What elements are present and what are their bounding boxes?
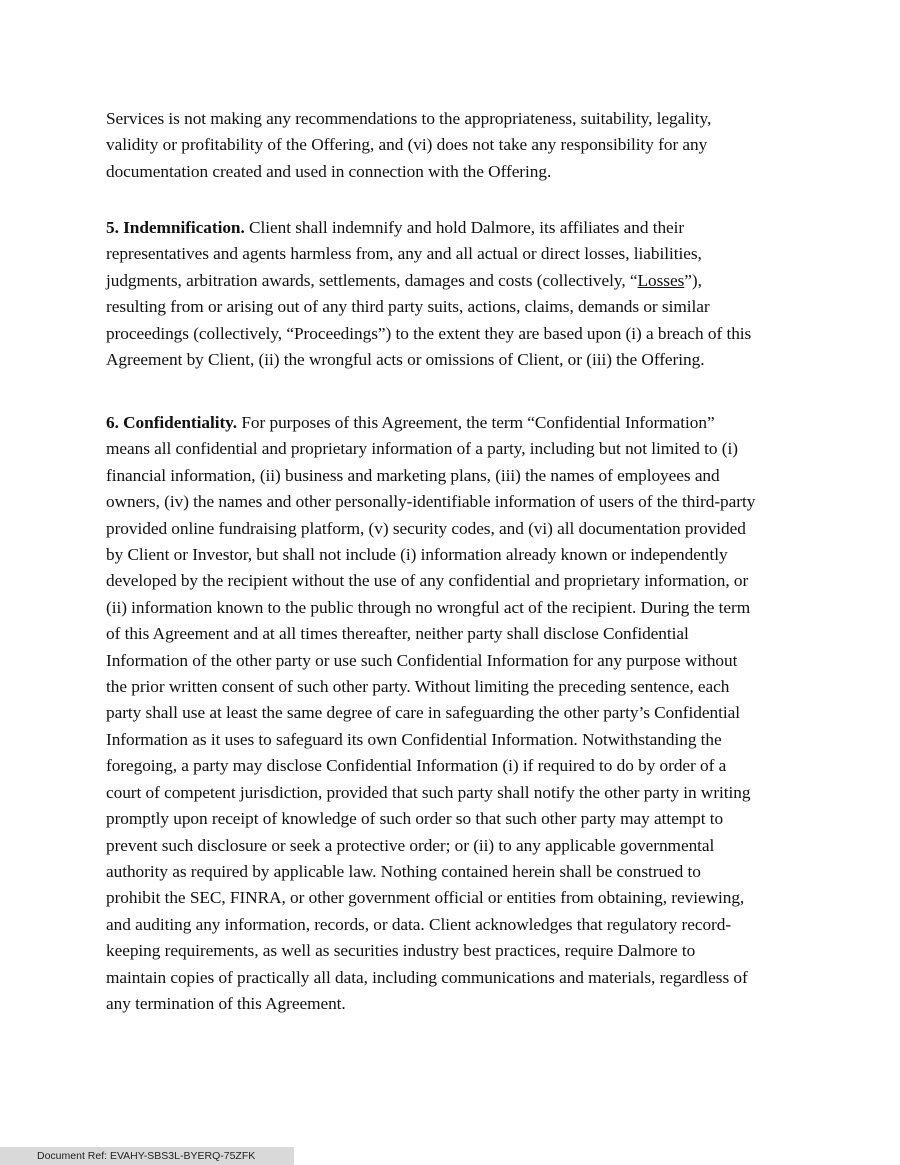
confidentiality-text: For purposes of this Agreement, the term “Confidential Information” means all confidential and proprietary information of a party, including but not limited to (i) financial information, (ii) business and marketing plans, (iii) the names of employees and owners, (iv) the names and other personally-identifiable information of users of the third-party provided online fundraising platform, (v) security codes, and (vi) all documentation provided by Client or Investor, but shall not include (i) information already known or independently developed by the recipient without the use of any confidential and proprietary information, or (ii) information known to the public through no wrongful act of the recipient. During the term of this Agreement and at all times thereafter, neither party shall disclose Confidential Information of the other party or use such Confidential Information for any purpose without the prior written consent of such other party. Without limiting the preceding sentence, each party shall use at least the same degree of care in safeguarding the other party’s Confidential Information as it uses to safeguard its own Confidential Information. Notwithstanding the foregoing, a party may disclose Confidential Information (i) if required to do by order of a court of competent jurisdiction, provided that such party shall notify the other party in writing promptly upon receipt of knowledge of such order so that such other party may attempt to prevent such disclosure or seek a protective order; or (ii) to any applicable governmental authority as required by applicable law. Nothing contained herein shall be construed to prohibit the SEC, FINRA, or other government official or entities from obtaining, reviewing, and auditing any information, records, or data. Client acknowledges that regulatory record- keeping requirements, as well as securities industry best practices, require Dalmore to maintain copies of practically all data, including communications and materials, regardless of any termination of this Agreement. (106, 413, 756, 1013)
indemnification-heading: 5. Indemnification. (106, 218, 245, 237)
indemnification-text-part-1: Client shall indemnify and hold Dalmore, its affiliates and their representatives and agents harmless from, any and all actual or direct losses, liabilities, judgments, arbitration awards, settlements, damages and costs (collectively, “ (106, 218, 702, 290)
losses-term: Losses (637, 270, 685, 290)
intro-text: Services is not making any recommendations to the appropriateness, suitability, legality, validity or profitability of the Offering, and (vi) does not take any responsibility for any documentation created and used in connection with the Offering. (106, 109, 712, 181)
confidentiality-section (106, 410, 786, 1017)
intro-paragraph (106, 106, 786, 185)
document-reference-footer: Document Ref: EVAHY-SBS3L-BYERQ-75ZFK (0, 1147, 294, 1165)
indemnification-text-part-2: ”), resulting from or arising out of any third party suits, actions, claims, demands or similar proceedings (collectively, “Proceedings”) to the extent they are based upon (i) a breach of this Agreement by Client, (ii) the wrongful acts or omissions of Client, or (iii) the Offering. (106, 270, 752, 370)
confidentiality-heading: 6. Confidentiality. (106, 413, 238, 432)
indemnification-section (106, 215, 786, 373)
